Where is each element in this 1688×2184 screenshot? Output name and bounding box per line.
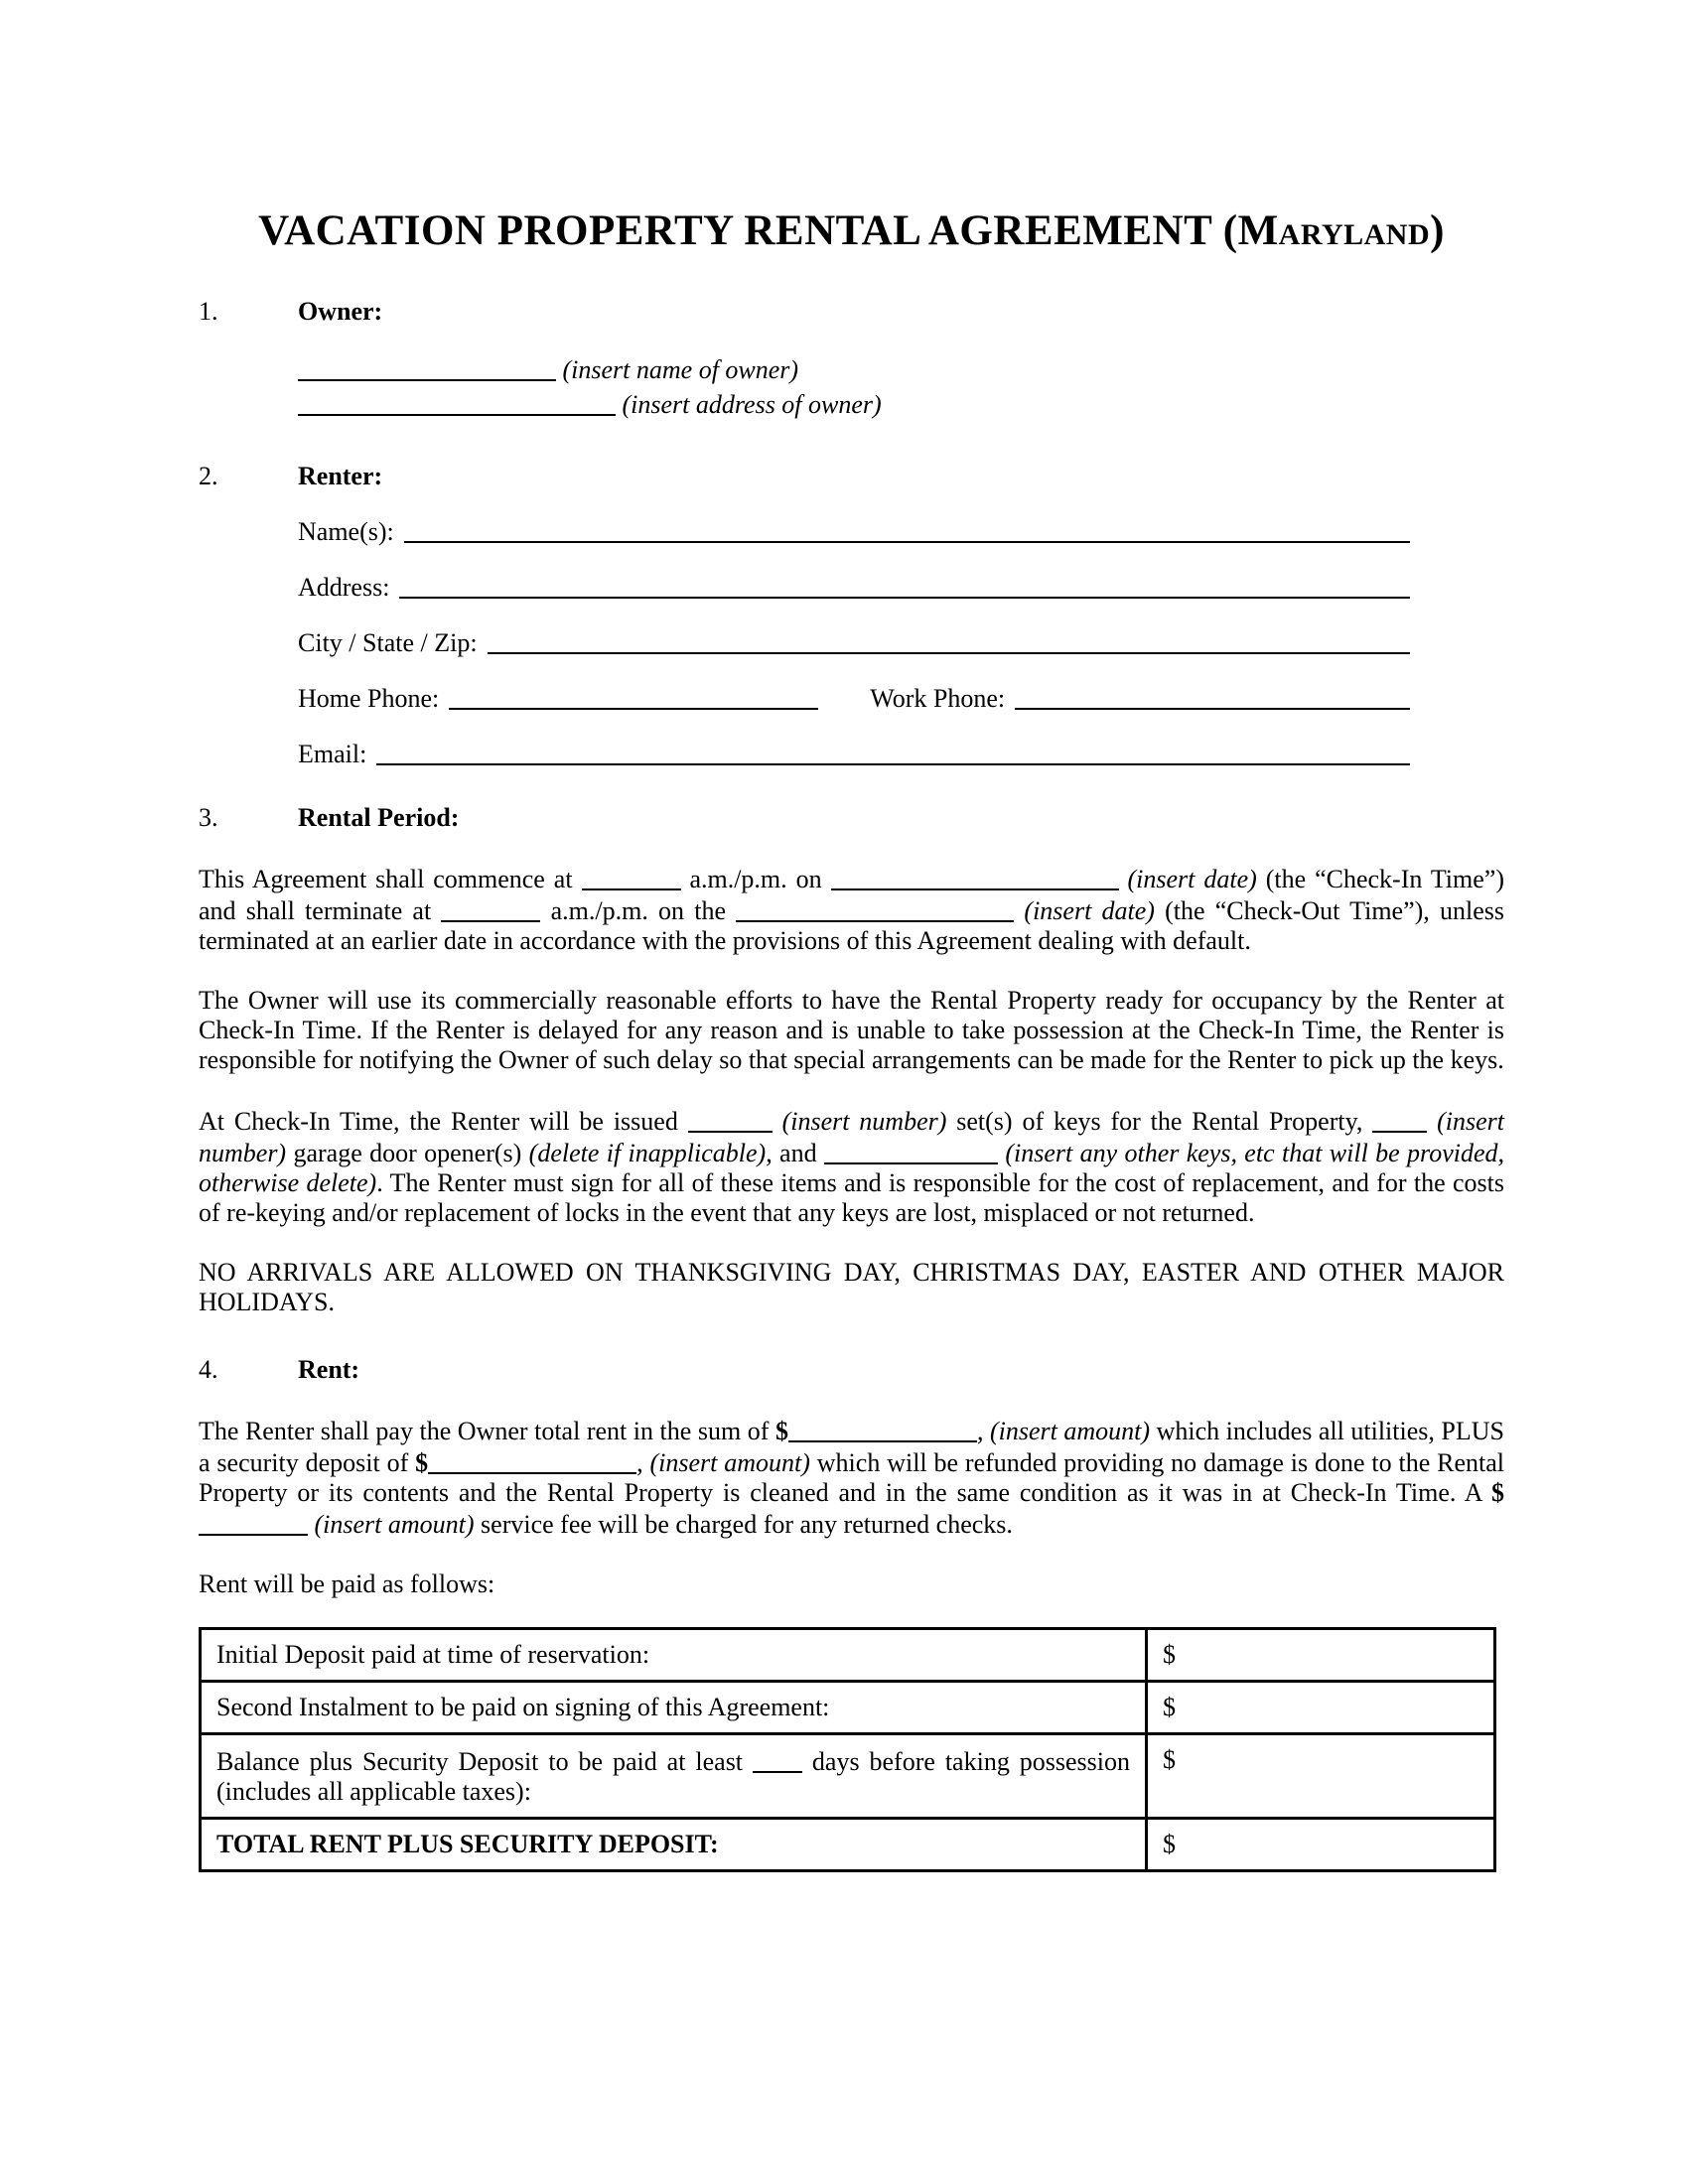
fill-in-blank xyxy=(199,1508,308,1536)
row-amount: $ xyxy=(1147,1629,1495,1682)
no-arrivals-notice: NO ARRIVALS ARE ALLOWED ON THANKSGIVING DAY, CHRISTMAS DAY, EASTER AND OTHER MAJOR HOLIDAYS. xyxy=(199,1258,1504,1316)
fill-in-blank xyxy=(736,894,1014,922)
renter-city-state-zip-line xyxy=(488,628,1410,654)
document-title xyxy=(199,204,1504,259)
renter-address-line xyxy=(399,573,1410,599)
fill-in-blank xyxy=(831,863,1119,890)
rental-period-keys-paragraph: At Check-In Time, the Renter will be issued (insert number) set(s) of keys for the Rental Property, (insert number) garage door opener(s) (delete if inapplicable), and (insert any other keys, etc that will be provided, otherwise delete). The Renter must sign for all of these items and is responsible for the cost of replacement, and for the costs of re-keying and/or replacement of locks in the event that any keys are lost, misplaced or not returned. xyxy=(199,1107,1505,1227)
insert-hint: (insert number) xyxy=(781,1107,947,1136)
renter-home-phone-label: Home Phone: xyxy=(298,684,440,713)
section-renter-number: 2. xyxy=(199,462,218,490)
insert-hint: (delete if inapplicable) xyxy=(528,1139,767,1167)
renter-email-label: Email: xyxy=(298,740,367,768)
renter-names-row xyxy=(298,517,1410,547)
document-title-region: Maryland xyxy=(1237,207,1431,254)
rental-period-occupancy-paragraph: The Owner will use its commercially reasonable efforts to have the Rental Property ready for occupancy by the Renter at Check-In Time. If the Renter is delayed for any reason and is unable to take possession at the Check-In Time, the Renter is responsible for notifying the Owner of such delay so that special arrangements can be made for the Renter to pick up the keys. xyxy=(199,986,1504,1074)
renter-city-state-zip-label: City / State / Zip: xyxy=(298,628,478,657)
renter-email-row xyxy=(298,740,1410,769)
insert-hint: (insert date) xyxy=(1127,865,1257,893)
renter-work-phone-label: Work Phone: xyxy=(870,684,1006,713)
section-rent-number: 4. xyxy=(199,1355,218,1384)
table-row-balance-plus-deposit xyxy=(201,1734,1495,1819)
section-rental-period-number: 3. xyxy=(199,803,218,832)
renter-names-line xyxy=(404,517,1410,543)
bold-text: $ xyxy=(1491,1478,1504,1507)
fill-in-blank xyxy=(428,1446,636,1474)
renter-city-state-zip-row xyxy=(298,628,1410,658)
insert-hint: (insert amount) xyxy=(314,1510,475,1539)
fill-in-blank xyxy=(582,863,681,890)
section-rent-title: Rent: xyxy=(298,1355,360,1384)
fill-in-blank xyxy=(688,1105,773,1133)
renter-phones-row xyxy=(298,684,1410,714)
bold-text: $ xyxy=(415,1448,429,1477)
insert-hint: (insert any other keys, etc that will be provided, otherwise delete) xyxy=(199,1139,1505,1197)
bold-text: $ xyxy=(774,1417,788,1445)
row-label xyxy=(201,1819,1147,1871)
row-label: Initial Deposit paid at time of reservation: xyxy=(201,1629,1147,1682)
rent-amounts-paragraph: The Renter shall pay the Owner total rent in the sum of $ , (insert amount) which includes all utilities, PLUS a security deposit of $ , (insert amount) which will be refunded providing no damage is done to the Rental Property or its contents and the Rental Property is cleaned and in the same condition as it was in at Check-In Time. A $ (insert amount) service fee will be charged for any returned checks. xyxy=(199,1417,1504,1539)
insert-hint: (insert name of owner) xyxy=(562,355,799,384)
row-amount: $ xyxy=(1147,1682,1495,1734)
section-rental-period-heading xyxy=(199,803,1504,833)
section-owner-number: 1. xyxy=(199,297,218,326)
renter-address-label: Address: xyxy=(298,573,390,602)
fill-in-blank xyxy=(298,353,556,381)
section-owner-heading xyxy=(199,297,1504,327)
insert-hint: (insert date) xyxy=(1024,896,1155,925)
section-renter-heading xyxy=(199,462,1504,491)
table-row-second-instalment xyxy=(201,1682,1495,1734)
insert-hint: (insert amount) xyxy=(989,1417,1151,1445)
fill-in-blank xyxy=(1372,1105,1427,1133)
renter-email-line xyxy=(376,740,1410,765)
table-row-initial-deposit xyxy=(201,1629,1495,1682)
insert-hint: (insert number) xyxy=(199,1107,1505,1167)
phones-gap xyxy=(818,684,870,714)
insert-hint: (insert amount) xyxy=(649,1448,810,1477)
rent-schedule-table xyxy=(199,1627,1496,1872)
document-title-main: VACATION PROPERTY RENTAL AGREEMENT ( xyxy=(258,207,1238,254)
renter-address-row xyxy=(298,573,1410,603)
fill-in-blank xyxy=(753,1745,802,1773)
bold-text: TOTAL RENT PLUS SECURITY DEPOSIT: xyxy=(216,1830,719,1858)
rent-schedule-intro: Rent will be paid as follows: xyxy=(199,1570,495,1598)
fill-in-blank xyxy=(788,1415,977,1442)
owner-name-line xyxy=(298,352,1504,387)
row-amount: $ xyxy=(1147,1734,1495,1819)
row-label: Second Instalment to be paid on signing of this Agreement: xyxy=(201,1682,1147,1734)
renter-work-phone-line xyxy=(1015,684,1410,710)
owner-address-line xyxy=(298,387,1504,422)
insert-hint: (insert address of owner) xyxy=(622,390,882,419)
row-label: Balance plus Security Deposit to be paid at least days before taking possession (includes all applicable taxes): xyxy=(201,1734,1147,1819)
document-title-close: ) xyxy=(1430,207,1445,254)
row-amount: $ xyxy=(1147,1819,1495,1871)
section-owner-title: Owner: xyxy=(298,297,383,326)
fill-in-blank xyxy=(441,894,540,922)
section-renter-title: Renter: xyxy=(298,462,383,490)
renter-names-label: Name(s): xyxy=(298,517,394,546)
renter-home-phone-line xyxy=(449,684,818,710)
section-rent-heading xyxy=(199,1355,1504,1385)
section-rental-period-title: Rental Period: xyxy=(298,803,460,832)
table-row-total xyxy=(201,1819,1495,1871)
rental-period-commence-paragraph: This Agreement shall commence at a.m./p.m. on (insert date) (the “Check-In Time”) and shall terminate at a.m./p.m. on the (insert date) (the “Check-Out Time”), unless terminated at an earlier date in accordance with the provisions of this Agreement dealing with default. xyxy=(199,865,1504,955)
fill-in-blank xyxy=(824,1137,998,1164)
fill-in-blank xyxy=(298,388,616,416)
